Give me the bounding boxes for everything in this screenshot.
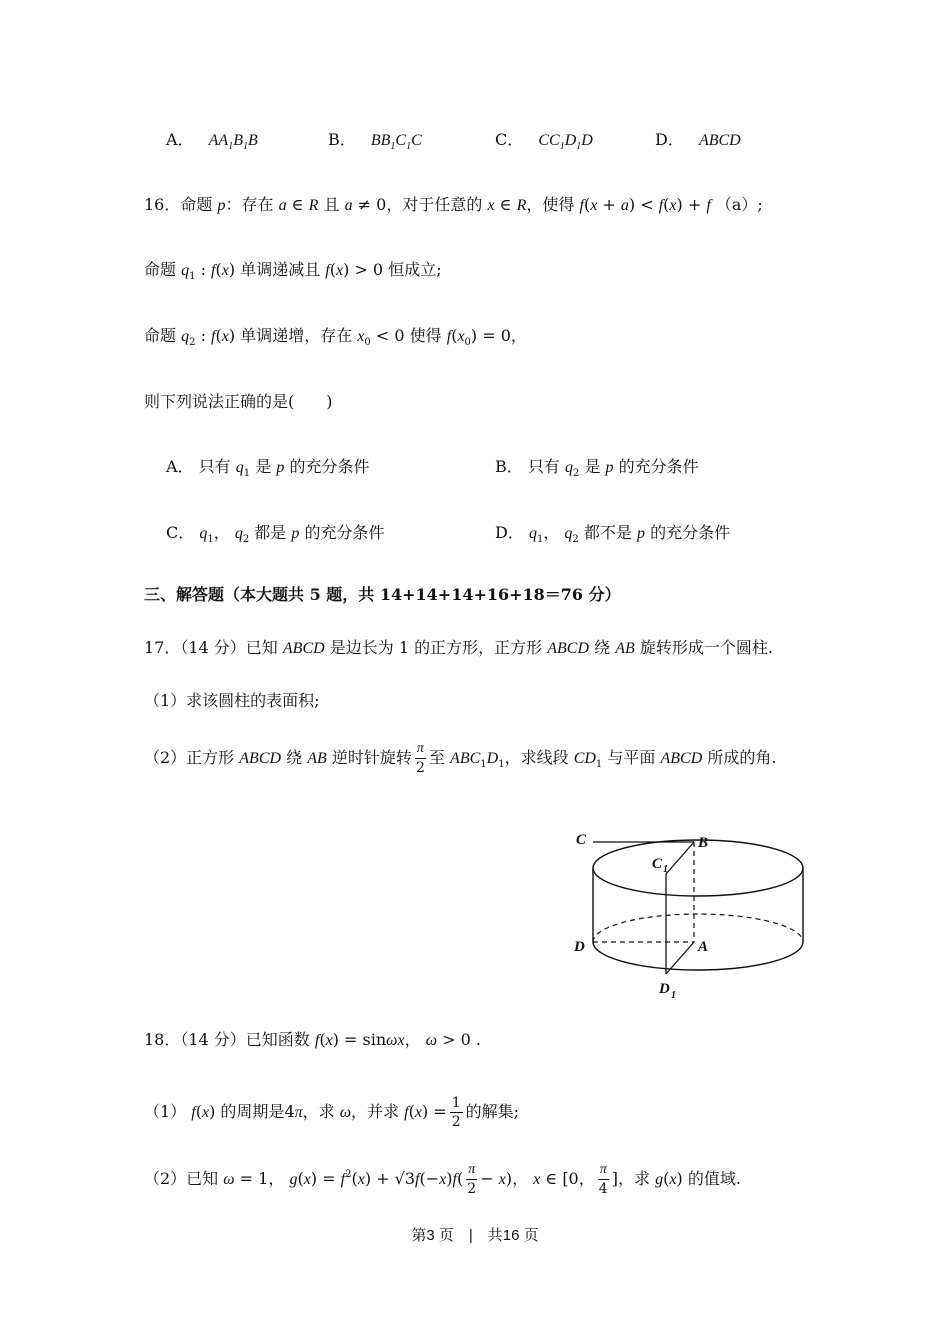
cylinder-figure bbox=[570, 822, 815, 1007]
label-A: A bbox=[698, 939, 709, 955]
q16-q2: 命题 $q_2$ : f(x) 单调递增，存在 $x_0 < 0$ 使得 $f(x_0) = 0$， bbox=[144, 326, 527, 348]
q15-option-b: B． $BB_1C_1C$ bbox=[328, 130, 422, 152]
label-D1-sub: 1 bbox=[671, 990, 676, 1001]
q18-part2: （2）已知 ω = 1， $g(x) = f^2(x) + √3f(-x)f$( $\frac{\pi}{2}$ − x)， x ∈ [0， $\frac{\pi}{4}$ ]，求 g(x) 的值域. bbox=[144, 1162, 741, 1197]
q15-option-c: C． $CC_1D_1D$ bbox=[495, 130, 593, 152]
segment-BC1 bbox=[666, 842, 694, 874]
page-footer: 第3 页 | 共16 页 bbox=[411, 1227, 539, 1244]
q16-option-a: A． 只有 $q_1$ 是 p 的充分条件 bbox=[166, 457, 370, 479]
q16-stem: 16．命题 p：存在 a ∈ R 且 a ≠ 0，对于任意的 x ∈ R，使得 f(x + a) < f(x) + f （a）; bbox=[144, 195, 763, 214]
label-C1: C bbox=[652, 856, 663, 872]
label-C1-sub: 1 bbox=[663, 864, 668, 875]
label-D: D bbox=[574, 939, 585, 955]
q17-part2: （2）正方形 ABCD 绕 AB 逆时针旋转 $\frac{\pi}{2}$ 至 $ABC_1D_1$，求线段 $CD_1$ 与平面 ABCD 所成的角. bbox=[144, 741, 777, 776]
q16-option-d: D． $q_1$， $q_2$ 都不是 p 的充分条件 bbox=[495, 523, 731, 545]
q17-part1: （1）求该圆柱的表面积; bbox=[144, 691, 320, 710]
q17-stem: 17．（14 分）已知 ABCD 是边长为 1 的正方形，正方形 ABCD 绕 AB 旋转形成一个圆柱. bbox=[144, 638, 773, 657]
q16-option-c: C． $q_1$， $q_2$ 都是 p 的充分条件 bbox=[166, 523, 385, 545]
cylinder-bottom-back bbox=[593, 914, 803, 942]
q16-option-b: B． 只有 $q_2$ 是 p 的充分条件 bbox=[495, 457, 699, 479]
q16-q1: 命题 $q_1$ : f(x) 单调递减且 f(x) > 0 恒成立; bbox=[144, 260, 442, 282]
label-C: C bbox=[576, 832, 587, 848]
q15-option-a: A． $AA_1B_1B$ bbox=[166, 130, 258, 152]
q16-ask: 则下列说法正确的是( ) bbox=[144, 392, 333, 411]
label-D1: D bbox=[659, 981, 670, 997]
label-B: B bbox=[698, 835, 709, 851]
q18-part1: （1） f(x) 的周期是4π，求 ω，并求 f(x) = $\frac{1}{2}$ 的解集; bbox=[144, 1095, 520, 1130]
section-3-heading: 三、解答题（本大题共 5 题，共 14+14+14+16+18＝76 分） bbox=[144, 585, 621, 604]
q15-option-d: D． ABCD bbox=[655, 130, 741, 149]
q18-stem: 18．（14 分）已知函数 f(x) = sinωx， ω > 0 . bbox=[144, 1030, 481, 1049]
